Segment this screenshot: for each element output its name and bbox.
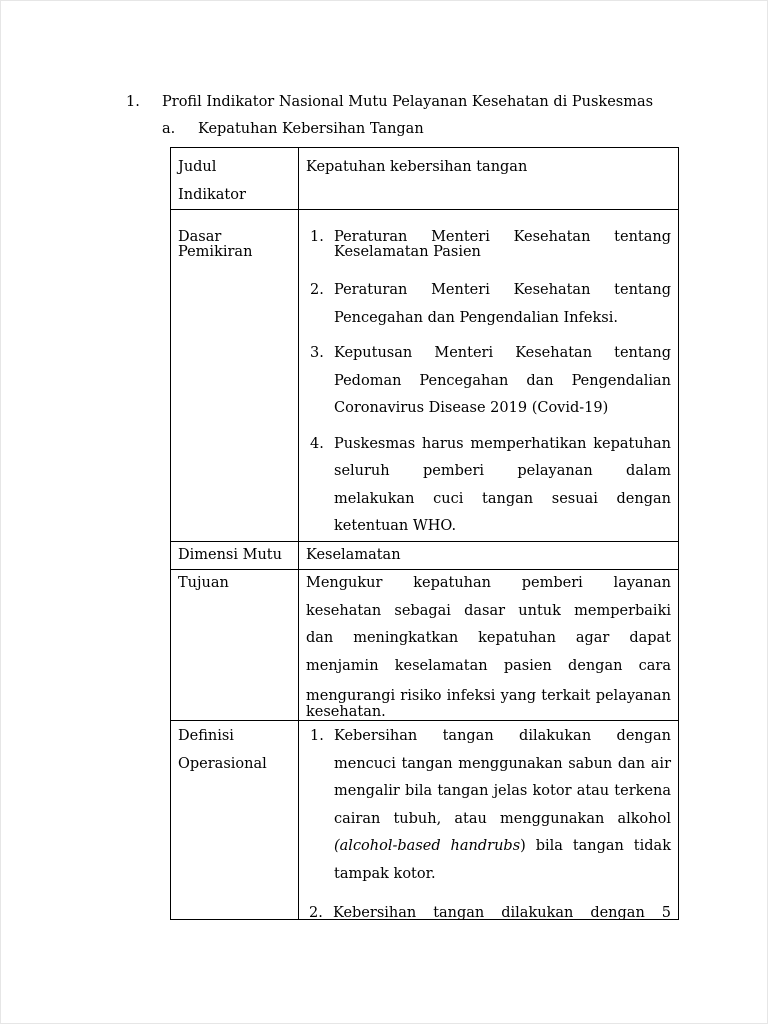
text-line: Mengukur kepatuhan pemberi layanan <box>306 575 671 591</box>
definisi-list <box>306 723 671 888</box>
value-dasar-pemikiran <box>299 210 679 542</box>
value-tujuan <box>299 570 679 721</box>
text-line: kesehatan. <box>306 704 386 720</box>
text-line: kesehatan sebagai dasar untuk memperbaiki <box>306 602 671 619</box>
text-line: mengurangi risiko infeksi yang terkait pelayanan <box>306 688 671 704</box>
row-dasar-pemikiran <box>171 210 679 542</box>
value-definisi-operasional <box>299 721 679 920</box>
label-line: Tujuan <box>178 575 229 591</box>
section-title: Profil Indikator Nasional Mutu Pelayanan Kesehatan di Puskesmas <box>162 94 654 110</box>
italic-term: (alcohol-based handrubs <box>334 838 521 854</box>
value-dimensi-mutu <box>299 541 679 570</box>
text-fragment: ) bila tangan tidak <box>520 838 671 854</box>
list-line: seluruh pemberi pelayanan dalam <box>334 463 671 479</box>
row-judul-indikator <box>171 148 679 210</box>
list-line: Keselamatan Pasien <box>334 244 481 260</box>
label-line: Dimensi Mutu <box>178 546 282 563</box>
value-text: Kepatuhan kebersihan tangan <box>306 159 528 175</box>
list-line: ketentuan WHO. <box>334 518 457 534</box>
list-number: 3. <box>310 345 324 361</box>
text-line: dan meningkatkan kepatuhan agar dapat <box>306 630 671 646</box>
list-number: 2. <box>309 905 323 921</box>
label-dasar-pemikiran <box>171 210 299 542</box>
list-line: tampak kotor. <box>334 865 436 882</box>
row-definisi-operasional <box>171 721 679 920</box>
list-line: Kebersihan tangan dilakukan dengan 5 <box>333 905 671 921</box>
value-judul-indikator <box>299 148 679 210</box>
subsection-letter: a. <box>162 121 176 137</box>
list-line <box>334 833 671 861</box>
label-line: Indikator <box>178 186 246 203</box>
dasar-list <box>306 230 671 541</box>
row-tujuan <box>171 570 679 721</box>
list-line: Pedoman Pencegahan dan Pengendalian <box>334 372 671 389</box>
row-dimensi-mutu <box>171 541 679 570</box>
list-number: 2. <box>310 282 324 298</box>
list-item <box>306 431 671 541</box>
label-line: Dasar <box>178 229 222 245</box>
label-line: Definisi <box>178 728 234 744</box>
value-text: Keselamatan <box>306 546 401 563</box>
label-dimensi-mutu <box>171 541 299 570</box>
text-line: menjamin keselamatan pasien dengan cara <box>306 657 671 674</box>
label-tujuan <box>171 570 299 721</box>
list-line: Pencegahan dan Pengendalian Infeksi. <box>334 309 618 326</box>
list-line: Coronavirus Disease 2019 (Covid-19) <box>334 400 609 416</box>
list-line: Peraturan Menteri Kesehatan tentang <box>334 229 671 245</box>
list-number: 4. <box>310 435 324 452</box>
subsection-title: Kepatuhan Kebersihan Tangan <box>198 121 424 137</box>
list-line: Kebersihan tangan dilakukan dengan <box>334 728 671 744</box>
list-number: 1. <box>310 229 324 245</box>
label-judul-indikator <box>171 148 299 210</box>
list-line: Puskesmas harus memperhatikan kepatuhan <box>334 435 671 452</box>
list-line: mencuci tangan menggunakan sabun dan air <box>334 755 671 772</box>
list-line: mengalir bila tangan jelas kotor atau terkena <box>334 783 671 799</box>
section-number: 1. <box>126 94 140 110</box>
label-definisi-operasional <box>171 721 299 920</box>
list-line: Peraturan Menteri Kesehatan tentang <box>334 282 671 298</box>
list-item <box>306 277 671 332</box>
indicator-profile-table <box>170 147 679 920</box>
list-line: Keputusan Menteri Kesehatan tentang <box>334 345 671 361</box>
list-item <box>306 723 671 888</box>
list-item <box>306 340 671 423</box>
list-line: melakukan cuci tangan sesuai dengan <box>334 490 671 507</box>
list-number: 1. <box>310 728 324 744</box>
label-line: Judul <box>178 159 217 175</box>
label-line: Pemikiran <box>178 244 253 260</box>
overflow-list-item <box>305 905 671 921</box>
list-line: cairan tubuh, atau menggunakan alkohol <box>334 810 671 827</box>
label-line: Operasional <box>178 755 267 772</box>
list-item <box>306 230 671 260</box>
